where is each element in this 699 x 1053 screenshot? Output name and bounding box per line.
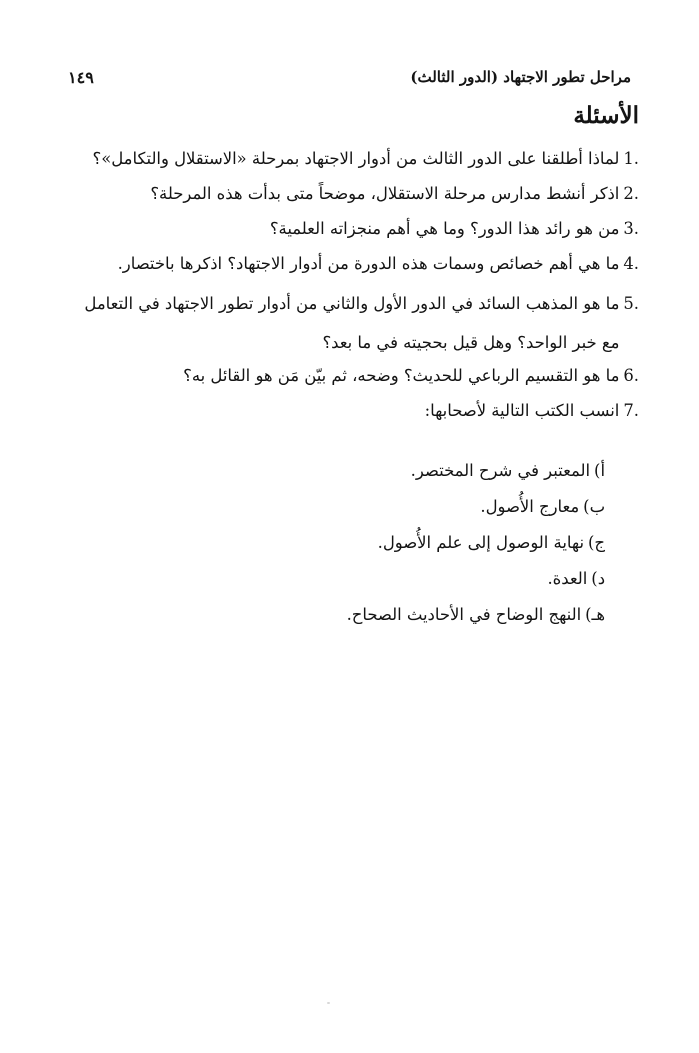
book-title: المعتبر في شرح المختصر. [410,461,591,480]
running-header [68,64,631,90]
question-number: 2. [623,184,639,203]
scan-speck [327,1002,330,1004]
book-item [347,533,605,569]
question-number: 5. [623,294,639,313]
question-number: 6. [623,366,639,385]
page-number: ١٤٩ [68,67,94,87]
book-marker: د) [591,569,605,588]
question-item [62,400,639,422]
question-text: ما هو التقسيم الرباعي للحديث؟ وضحه، ثم بيّن مَن هو القائل به؟ [183,366,620,385]
question-text: من هو رائد هذا الدور؟ وما هي أهم منجزاته العلمية؟ [269,219,620,238]
book-title: نهاية الوصول إلى علم الأُصول. [377,533,585,552]
question-number: 3. [623,219,639,238]
question-text: اذكر أنشط مدارس مرحلة الاستقلال، موضحاً متى بدأت هذه المرحلة؟ [150,184,620,203]
question-text: لماذا أطلقنا على الدور الثالث من أدوار الاجتهاد بمرحلة «الاستقلال والتكامل»؟ [92,149,620,168]
book-marker: هـ) [585,605,605,624]
question-text: ما هي أهم خصائص وسمات هذه الدورة من أدوار الاجتهاد؟ اذكرها باختصار. [117,254,620,273]
book-title: معارج الأُصول. [480,497,580,516]
books-list [347,461,605,641]
question-item [62,365,639,387]
question-item [62,218,639,240]
questions-list [62,148,639,435]
question-number: 7. [623,401,639,420]
question-item [62,253,639,275]
question-item [62,148,639,170]
question-number: 1. [623,149,639,168]
section-title: الأسئلة [573,102,639,129]
question-item [62,183,639,205]
question-item [62,284,639,362]
running-title: مراحل تطور الاجتهاد (الدور الثالث) [410,68,631,86]
question-number: 4. [623,254,639,273]
book-item [347,497,605,533]
book-item [347,569,605,605]
book-marker: أ) [594,461,605,480]
book-item [347,461,605,497]
book-marker: ب) [583,497,605,516]
book-item [347,605,605,641]
book-title: النهج الوضاح في الأحاديث الصحاح. [346,605,582,624]
question-text: انسب الكتب التالية لأصحابها: [424,401,620,420]
question-text: ما هو المذهب السائد في الدور الأول والثاني من أدوار تطور الاجتهاد في التعامل مع خبر الواحد؟ وهل قيل بحجيته في ما بعد؟ [84,294,620,352]
book-title: العدة. [547,569,588,588]
book-marker: ج) [588,533,605,552]
